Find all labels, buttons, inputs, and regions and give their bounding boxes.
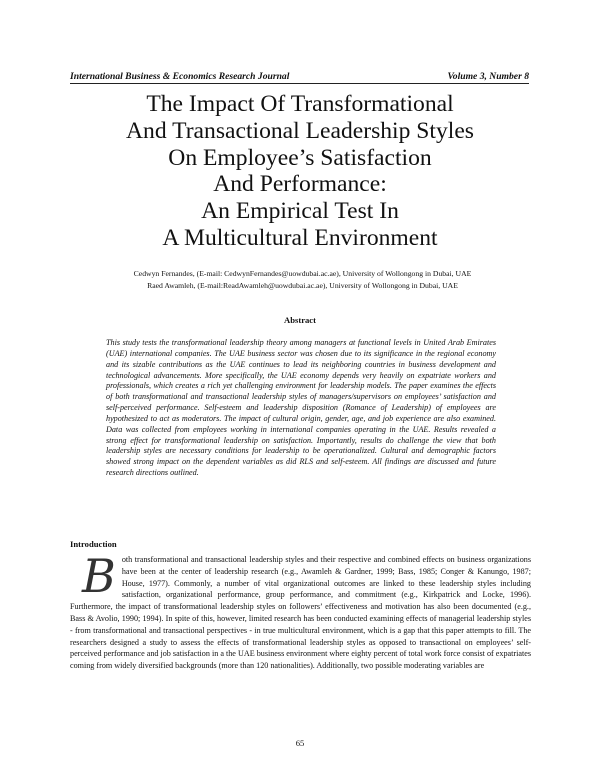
introduction-body: oth transformational and transactional leadership styles and their respective and combined effects on business organizations have been at the center of leadership research (e.g., Awamleh & Gardner, 1999; Bass, 1985; Conger & Kanungo, 1987; House, 1977). Commonly, a number of vital organizational outcomes are linked to these leadership styles including satisfaction, organizational performance, group performance, and commitment (e.g., Kirkpatrick and Locke, 1996). Furthermore, the impact of transformational leadership styles on followers’ effectiveness and motivation has also been documented (e.g., Bass & Avolio, 1990; 1994). In spite of this, however, limited research has been conducted examining effects of managerial leadership styles - from transformational and transactional perspectives - in true multicultural environment, which is a gap that this paper attempts to fill. The researchers designed a study to assess the effects of transformational leadership styles as opposed to transactional on employees’ self-perceived performance and job satisfaction in a the UAE business environment where eighty percent of total work force consist of expatriates coming from widely diversified backgrounds (more than 120 nationalities). Additionally, two possible moderating variables are: [70, 555, 531, 671]
volume-number: Volume 3, Number 8: [447, 71, 529, 82]
running-header: [70, 71, 529, 82]
title-line: And Transactional Leadership Styles: [126, 117, 474, 144]
page-number: 65: [295, 738, 305, 748]
title-line: The Impact Of Transformational: [146, 91, 454, 117]
header-rule: [70, 83, 529, 84]
author-line: Raed Awamleh, (E-mail:ReadAwamleh@uowdubai.ac.ae), University of Wollongong in Dubai, UAE: [147, 281, 458, 290]
journal-name: International Business & Economics Research Journal: [70, 71, 290, 82]
author-line: Cedwyn Fernandes, (E-mail: CedwynFernandes@uowdubai.ac.ae), University of Wollongong in Dubai, UAE: [133, 269, 472, 278]
author-list: [60, 268, 545, 292]
title-line: And Performance:: [213, 171, 387, 198]
introduction-text: [70, 549, 531, 672]
title-line: On Employee’s Satisfaction: [168, 144, 432, 171]
drop-cap: B: [82, 549, 116, 603]
abstract-heading: Abstract: [284, 315, 316, 325]
abstract-text: This study tests the transformational leadership theory among managers at functional levels in United Arab Emirates (UAE) international companies. The UAE business sector was chosen due to its significance in the regional economy and its sizable contributions as the UAE continues to lead its neighboring countries in business development and technological advancements. More specifically, the UAE economy depends very heavily on expatriate workers and professionals, which creates a rich yet challenging environment for leadership models. The paper examines the effects of both transformational and transactional leadership styles of managers/supervisors on employees’ satisfaction and self-perceived performance. Self-esteem and leadership disposition (Romance of Leadership) of employees are hypothesized to act as moderators. The impact of cultural origin, gender, age, and job experience are also examined. Data was collected from employees working in international companies operating in the UAE. Results revealed a strong effect for transformational leadership on satisfaction. Importantly, results do challenge the view that both leadership styles are necessary conditions for leadership to be operationalized. Cultural and demographic factors showed strong impact on the dependent variables as did RLS and self-esteem. All findings are discussed and future research directions outlined.: [106, 338, 496, 478]
introduction-heading: Introduction: [70, 539, 117, 549]
title-line: A Multicultural Environment: [162, 224, 438, 251]
title-line: An Empirical Test In: [201, 198, 399, 225]
paper-title: [60, 91, 540, 252]
